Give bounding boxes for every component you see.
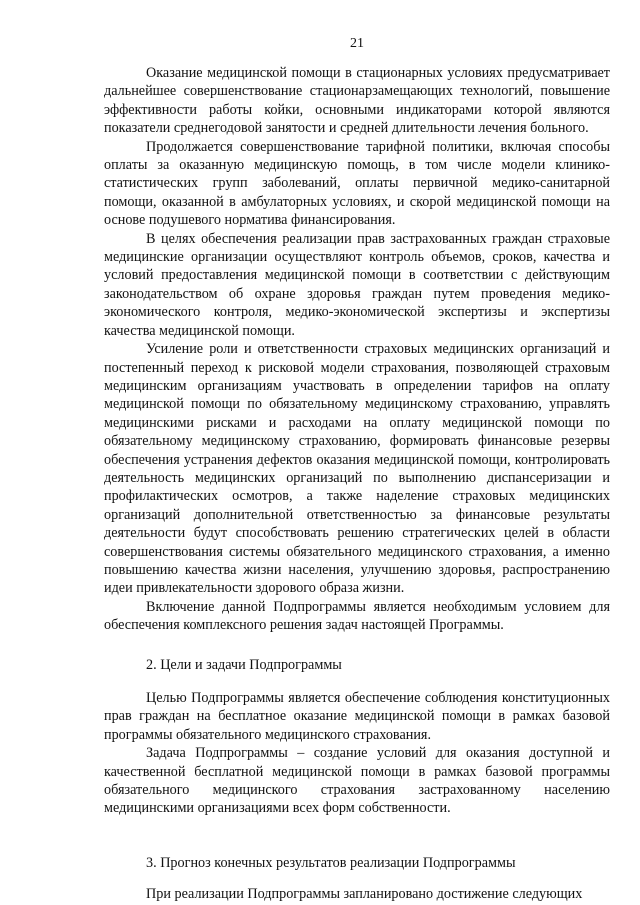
paragraph-forecast-start: При реализации Подпрограммы запланировано достижение следующих <box>146 886 583 903</box>
paragraph-subprogram-task: Задача Подпрограммы – создание условий для оказания доступной и качественной бесплатной медицинской помощи в рамках базовой программы обязательного медицинского страхования застрахованному населению медицинскими организациями всех форм собственности. <box>104 745 610 817</box>
paragraph-subprogram-inclusion: Включение данной Подпрограммы является необходимым условием для обеспечения комплексного решения задач настоящей Программы. <box>104 598 610 634</box>
paragraph-insurer-control: В целях обеспечения реализации прав застрахованных граждан страховые медицинские организации осуществляют контроль объемов, сроков, качества и условий предоставления медицинской помощи в соответствии с действующим законодательством об охране здоровья граждан путем проведения медико-экономического контроля, медико-экономической экспертизы и экспертизы качества медицинской помощи. <box>104 230 610 339</box>
paragraph-insurer-responsibility: Усиление роли и ответственности страховых медицинских организаций и постепенный переход к рисковой модели страхования, позволяющей страховым медицинским организациям участвовать в определении тарифов на оплату медицинской помощи по обязательному медицинскому страхованию, управлять медицинскими рисками и расходами на оплату медицинской помощи по обязательному медицинскому страхованию, формировать финансовые резервы обеспечения устранения дефектов оказания медицинской помощи, контролировать деятельность медицинских организаций по выполнению диспансеризации и профилактических осмотров, а также наделение страховых медицинских организаций дополнительной ответственностью за финансовые результаты деятельности будут способствовать решению стратегических целей в области совершенствования системы обязательного медицинского страхования, а именно повышению качества жизни населения, улучшению здоровья, распространению идеи привлекательности здорового образа жизни. <box>104 341 610 597</box>
paragraph-inpatient-care: Оказание медицинской помощи в стационарных условиях предусматривает дальнейшее совершенствование стационарзамещающих технологий, повышение эффективности работы койки, основными индикаторами которой являются показатели среднегодовой занятости и средней длительности лечения больного. <box>104 65 610 137</box>
paragraph-subprogram-goal: Целью Подпрограммы является обеспечение соблюдения конституционных прав граждан на бесплатное оказание медицинской помощи в рамках базовой программы обязательного медицинского страхования. <box>104 690 610 743</box>
page-content <box>104 64 610 904</box>
paragraph-tariff-policy: Продолжается совершенствование тарифной политики, включая способы оплаты за оказанную медицинскую помощь, в том числе модели клинико-статистических групп заболеваний, оплаты первичной медико-санитарной помощи, оказанной в амбулаторных условиях, и скорой медицинской помощи на основе подушевого норматива финансирования. <box>104 138 610 229</box>
section-heading-goals: 2. Цели и задачи Подпрограммы <box>146 656 342 673</box>
page-number: 21 <box>350 36 364 51</box>
section-heading-forecast: 3. Прогноз конечных результатов реализации Подпрограммы <box>146 854 516 871</box>
